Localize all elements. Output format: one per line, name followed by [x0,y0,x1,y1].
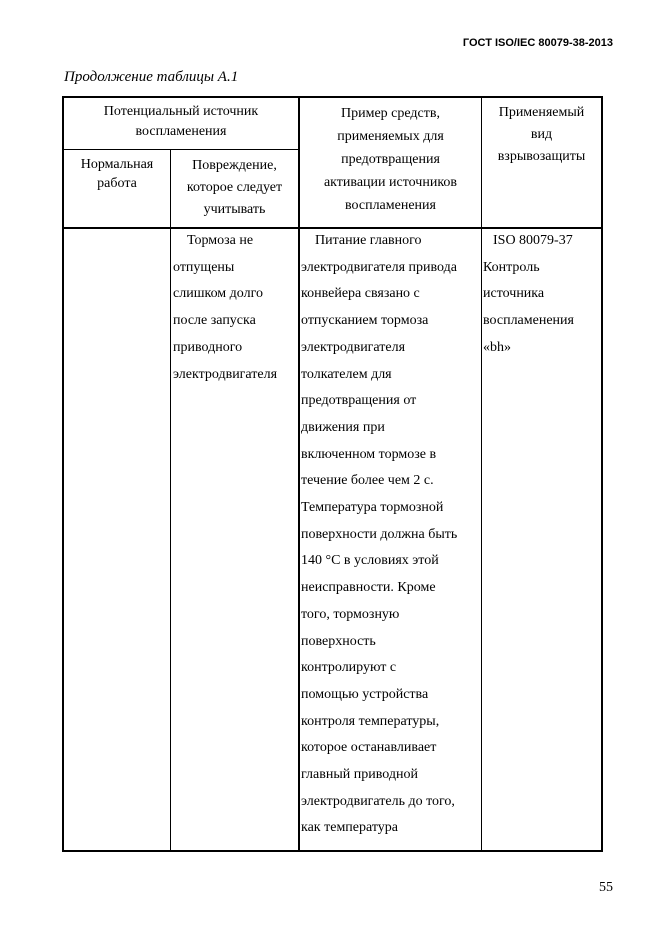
standard-header: ГОСТ ISO/IEC 80079-38-2013 [462,37,613,49]
header-sub-divider [62,149,299,150]
table-left-border [62,96,64,852]
cell-protection-type: ISO 80079-37 Контроль источника воспламенения «bh» [483,233,574,355]
page-number: 55 [599,880,613,895]
table-top-border [62,96,603,98]
col-divider-3 [481,96,482,852]
header-protection-type: Применяемый вид взрывозащиты [497,105,586,164]
col-divider-1 [170,149,171,852]
header-damage: Повреждение, которое следует учитывать [186,158,283,217]
header-prevention-means: Пример средств, применяемых для предотвращения активации источников воспламенения [323,106,458,213]
table-continuation-title: Продолжение таблицы А.1 [64,69,239,85]
header-normal-operation: Нормальная работа [80,157,154,191]
table-right-border [601,96,603,852]
cell-damage: Тормоза не отпущены слишком долго после запуска приводного электродвигателя [173,233,278,382]
table-bottom-border [62,850,603,852]
table [62,96,603,852]
header-ignition-source: Потенциальный источник воспламенения [103,104,259,139]
cell-prevention-means: Питание главного электродвигателя привода конвейера связано с отпусканием тормоза электродвигателя толкателем для предотвращения от движения при включенном тормозе в течение более чем 2 с. Температура тормозной поверхности должна быть 140 °С в условиях этой неисправности. Кроме того, тормозную поверхность контролируют с помощью устройства контроля температуры, которое останавливает главный приводной электродвигатель до того, как температура [301,233,458,836]
